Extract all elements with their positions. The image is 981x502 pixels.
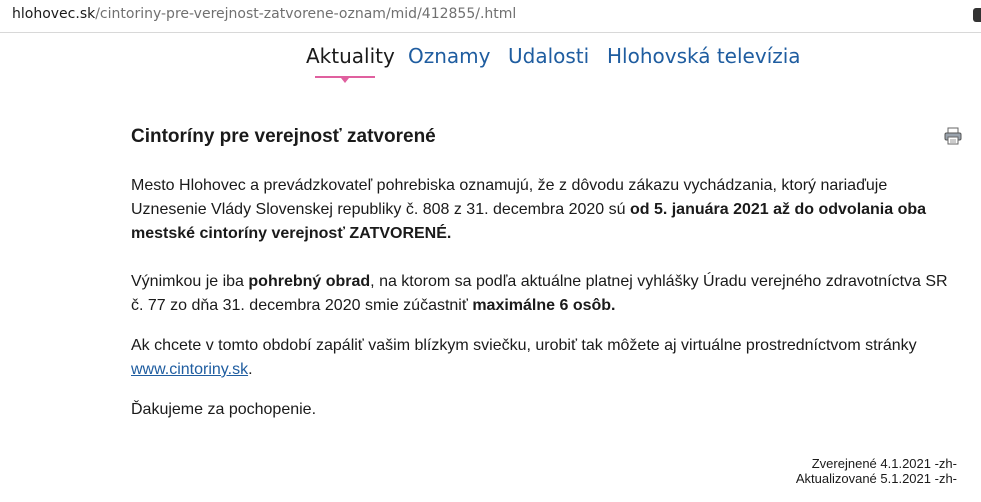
- article-meta: [796, 456, 957, 486]
- tab-oznamy[interactable]: Oznamy: [408, 44, 491, 68]
- url-text[interactable]: [12, 6, 516, 22]
- paragraph-2-text-1: Výnimkou je iba: [131, 273, 249, 290]
- updated-date: Aktualizované 5.1.2021 -zh-: [795, 471, 957, 486]
- paragraph-4: Ďakujeme za pochopenie.: [131, 401, 317, 418]
- paragraph-2: [131, 270, 961, 318]
- active-tab-caret-icon: [341, 78, 349, 83]
- paragraph-2-text-2: , na ktorom sa podľa aktuálne platnej vyhlášky Úradu verejného zdravotníctva SR č. 77 zo dňa 31. decembra 2020 smie zúčastniť: [131, 273, 948, 314]
- tab-udalosti[interactable]: Udalosti: [508, 44, 590, 68]
- printer-icon[interactable]: [944, 127, 962, 145]
- tab-aktuality[interactable]: Aktuality: [306, 44, 395, 68]
- url-domain: hlohovec.sk: [12, 6, 96, 22]
- published-date: Zverejnené 4.1.2021 -zh-: [811, 456, 957, 471]
- url-path: /cintoriny-pre-verejnost-zatvorene-oznam/mid/412855/.html: [95, 6, 517, 22]
- page-info-icon[interactable]: [973, 8, 981, 22]
- tab-hlohovska-televizia[interactable]: Hlohovská televízia: [607, 44, 801, 68]
- paragraph-1-text: Mesto Hlohovec a prevádzkovateľ pohrebiska oznamujú, že z dôvodu zákazu vychádzania, ktorý nariaďuje Uznesenie Vlády Slovenskej republiky č. 808 z 31. decembra 2020 sú: [131, 177, 888, 218]
- paragraph-1: [131, 174, 961, 246]
- article-title: Cintoríny pre verejnosť zatvorené: [131, 126, 436, 147]
- paragraph-3: [131, 334, 961, 382]
- address-bar[interactable]: [0, 0, 981, 33]
- article: [131, 125, 961, 418]
- section-nav: [0, 44, 981, 84]
- paragraph-2-bold-2: maximálne 6 osôb.: [472, 297, 616, 314]
- paragraph-3-after: .: [248, 361, 253, 378]
- cintoriny-link[interactable]: www.cintoriny.sk: [131, 361, 249, 378]
- paragraph-3-text: Ak chcete v tomto období zapáliť vašim blízkym sviečku, urobiť tak môžete aj virtuálne prostredníctvom stránky: [131, 337, 917, 354]
- paragraph-1-bold: od 5. januára 2021 až do odvolania oba mestské cintoríny verejnosť ZATVORENÉ.: [131, 201, 927, 242]
- paragraph-2-bold-1: pohrebný obrad: [248, 273, 371, 290]
